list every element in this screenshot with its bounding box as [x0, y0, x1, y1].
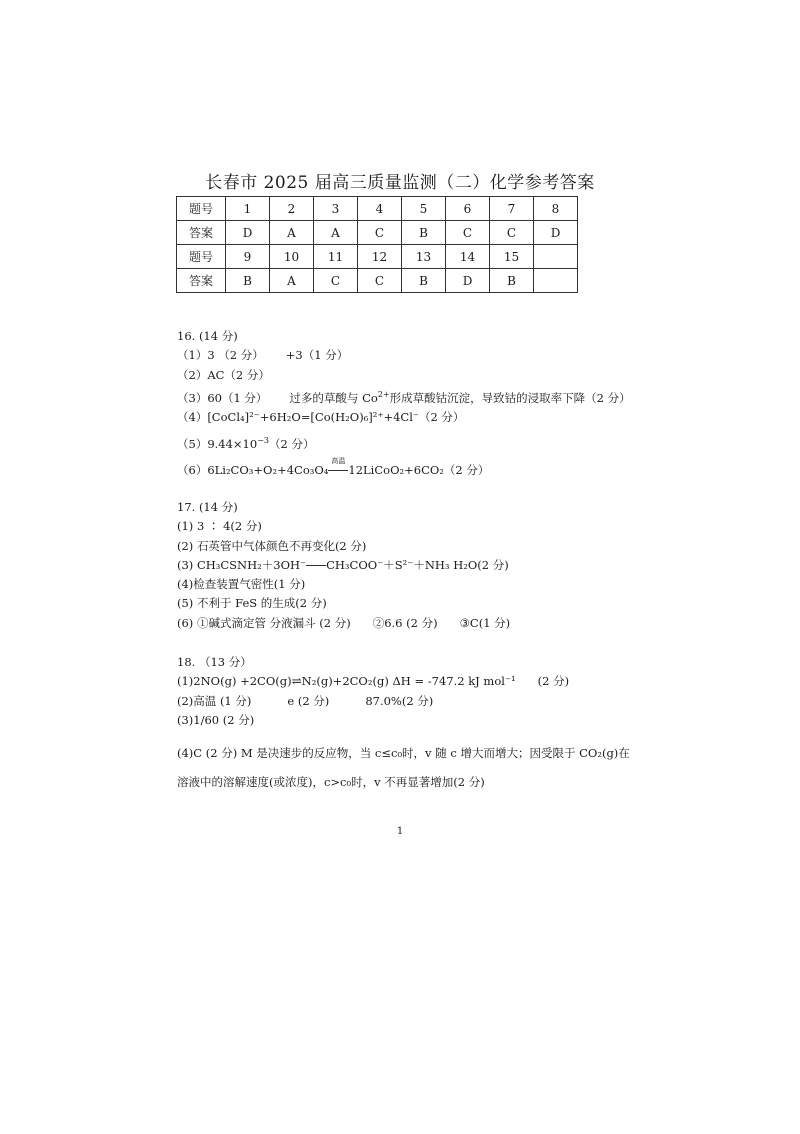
table-cell: C: [446, 221, 490, 245]
table-cell: C: [358, 221, 402, 245]
table-cell: B: [226, 269, 270, 293]
table-cell: B: [402, 269, 446, 293]
q18-line-2: (2)高温 (1 分) e (2 分) 87.0%(2 分): [177, 693, 434, 708]
q17-line-6: (6) ①碱式滴定管 分液漏斗 (2 分) ②6.6 (2 分) ③C(1 分): [177, 615, 511, 630]
q18-head: 18. （13 分）: [177, 655, 252, 669]
row-header-cell: 题号: [177, 245, 226, 269]
table-cell: [534, 269, 578, 293]
q16-line-5: $(5)9.44\times 10^{-3}(2$ 分）: [177, 436, 315, 452]
q18-line-1: (1)2NO(g) +2CO(g)⇌N₂(g)+2CO₂(g) ΔH = -747.2 kJ mol⁻¹ (2 分): [177, 672, 569, 691]
table-cell: D: [226, 221, 270, 245]
q16-line-4: （4）[CoCl₄]²⁻+6H₂O=[Co(H₂O)₆]²⁺+4Cl⁻（2 分）: [177, 410, 465, 425]
table-cell: [534, 245, 578, 269]
table-cell: 2: [270, 197, 314, 221]
page-number: 1: [396, 826, 404, 837]
table-cell: 7: [490, 197, 534, 221]
q16-line-6: （6）6Li₂CO₃+O₂+4Co₃O₄ 高温 12LiCoO₂+6CO₂（2 分）: [177, 461, 631, 480]
table-cell: 4: [358, 197, 402, 221]
table-cell: 9: [226, 245, 270, 269]
table-cell: 11: [314, 245, 358, 269]
q17-line-3: (3) CH₃CSNH₂＋3OH⁻ CH₃COO⁻＋S²⁻＋NH₃ H₂O(2 分): [177, 556, 510, 575]
q18-line-4b: 溶液中的溶解速度(或浓度)，c>c₀时，v 不再显著增加(2 分): [177, 775, 485, 789]
table-cell: 15: [490, 245, 534, 269]
q18-line-3: (3)1/60 (2 分): [177, 712, 255, 727]
table-cell: 14: [446, 245, 490, 269]
q18-part4: [177, 739, 630, 797]
table-row: [177, 269, 578, 293]
q17-line-1: (1) 3 ∶ 4(2 分): [177, 519, 262, 534]
table-cell: A: [270, 221, 314, 245]
q17-section: [177, 498, 510, 633]
q18-line-4a: (4)C (2 分) M 是决速步的反应物，当 c≤c₀时，v 随 c 增大而增大；因受限于 CO₂(g)在: [177, 746, 630, 760]
q16-section: [177, 327, 631, 480]
answer-table: [176, 196, 578, 293]
table-cell: 6: [446, 197, 490, 221]
q17-line-4: (4)检查装置气密性(1 分): [177, 577, 306, 592]
table-cell: 5: [402, 197, 446, 221]
table-cell: B: [402, 221, 446, 245]
row-header-cell: 答案: [177, 221, 226, 245]
q17-head: 17. (14 分): [177, 500, 238, 514]
table-cell: 10: [270, 245, 314, 269]
equals-arrow: [306, 556, 326, 575]
table-row: [177, 197, 578, 221]
table-cell: D: [534, 221, 578, 245]
table-cell: 3: [314, 197, 358, 221]
heat-condition-arrow: 高温: [328, 461, 348, 480]
q17-line-5: (5) 不利于 FeS 的生成(2 分): [177, 596, 327, 611]
table-cell: 8: [534, 197, 578, 221]
table-cell: A: [270, 269, 314, 293]
q18-section: [177, 653, 569, 730]
table-cell: C: [358, 269, 402, 293]
table-cell: C: [490, 221, 534, 245]
row-header-cell: 题号: [177, 197, 226, 221]
equilibrium-arrow-icon: ⇌: [291, 674, 302, 689]
table-row: [177, 221, 578, 245]
q16-line-1: （1）3 （2 分） +3（1 分）: [177, 348, 349, 363]
q16-line-2: （2）AC（2 分）: [177, 367, 270, 382]
table-cell: C: [314, 269, 358, 293]
q17-line-2: (2) 石英管中气体颜色不再变化(2 分): [177, 538, 367, 553]
table-cell: 1: [226, 197, 270, 221]
table-row: [177, 245, 578, 269]
q16-line-3: （3）60（1 分） 过多的草酸与 $Co^{2+}$形成草酸钴沉淀，导致钴的浸取率下降（2 分）: [177, 389, 631, 405]
table-cell: 12: [358, 245, 402, 269]
q16-head: 16. (14 分): [177, 329, 238, 343]
table-cell: 13: [402, 245, 446, 269]
table-cell: B: [490, 269, 534, 293]
page-title: 长春市 2025 届高三质量监测（二）化学参考答案: [205, 173, 595, 193]
table-cell: D: [446, 269, 490, 293]
table-cell: A: [314, 221, 358, 245]
row-header-cell: 答案: [177, 269, 226, 293]
